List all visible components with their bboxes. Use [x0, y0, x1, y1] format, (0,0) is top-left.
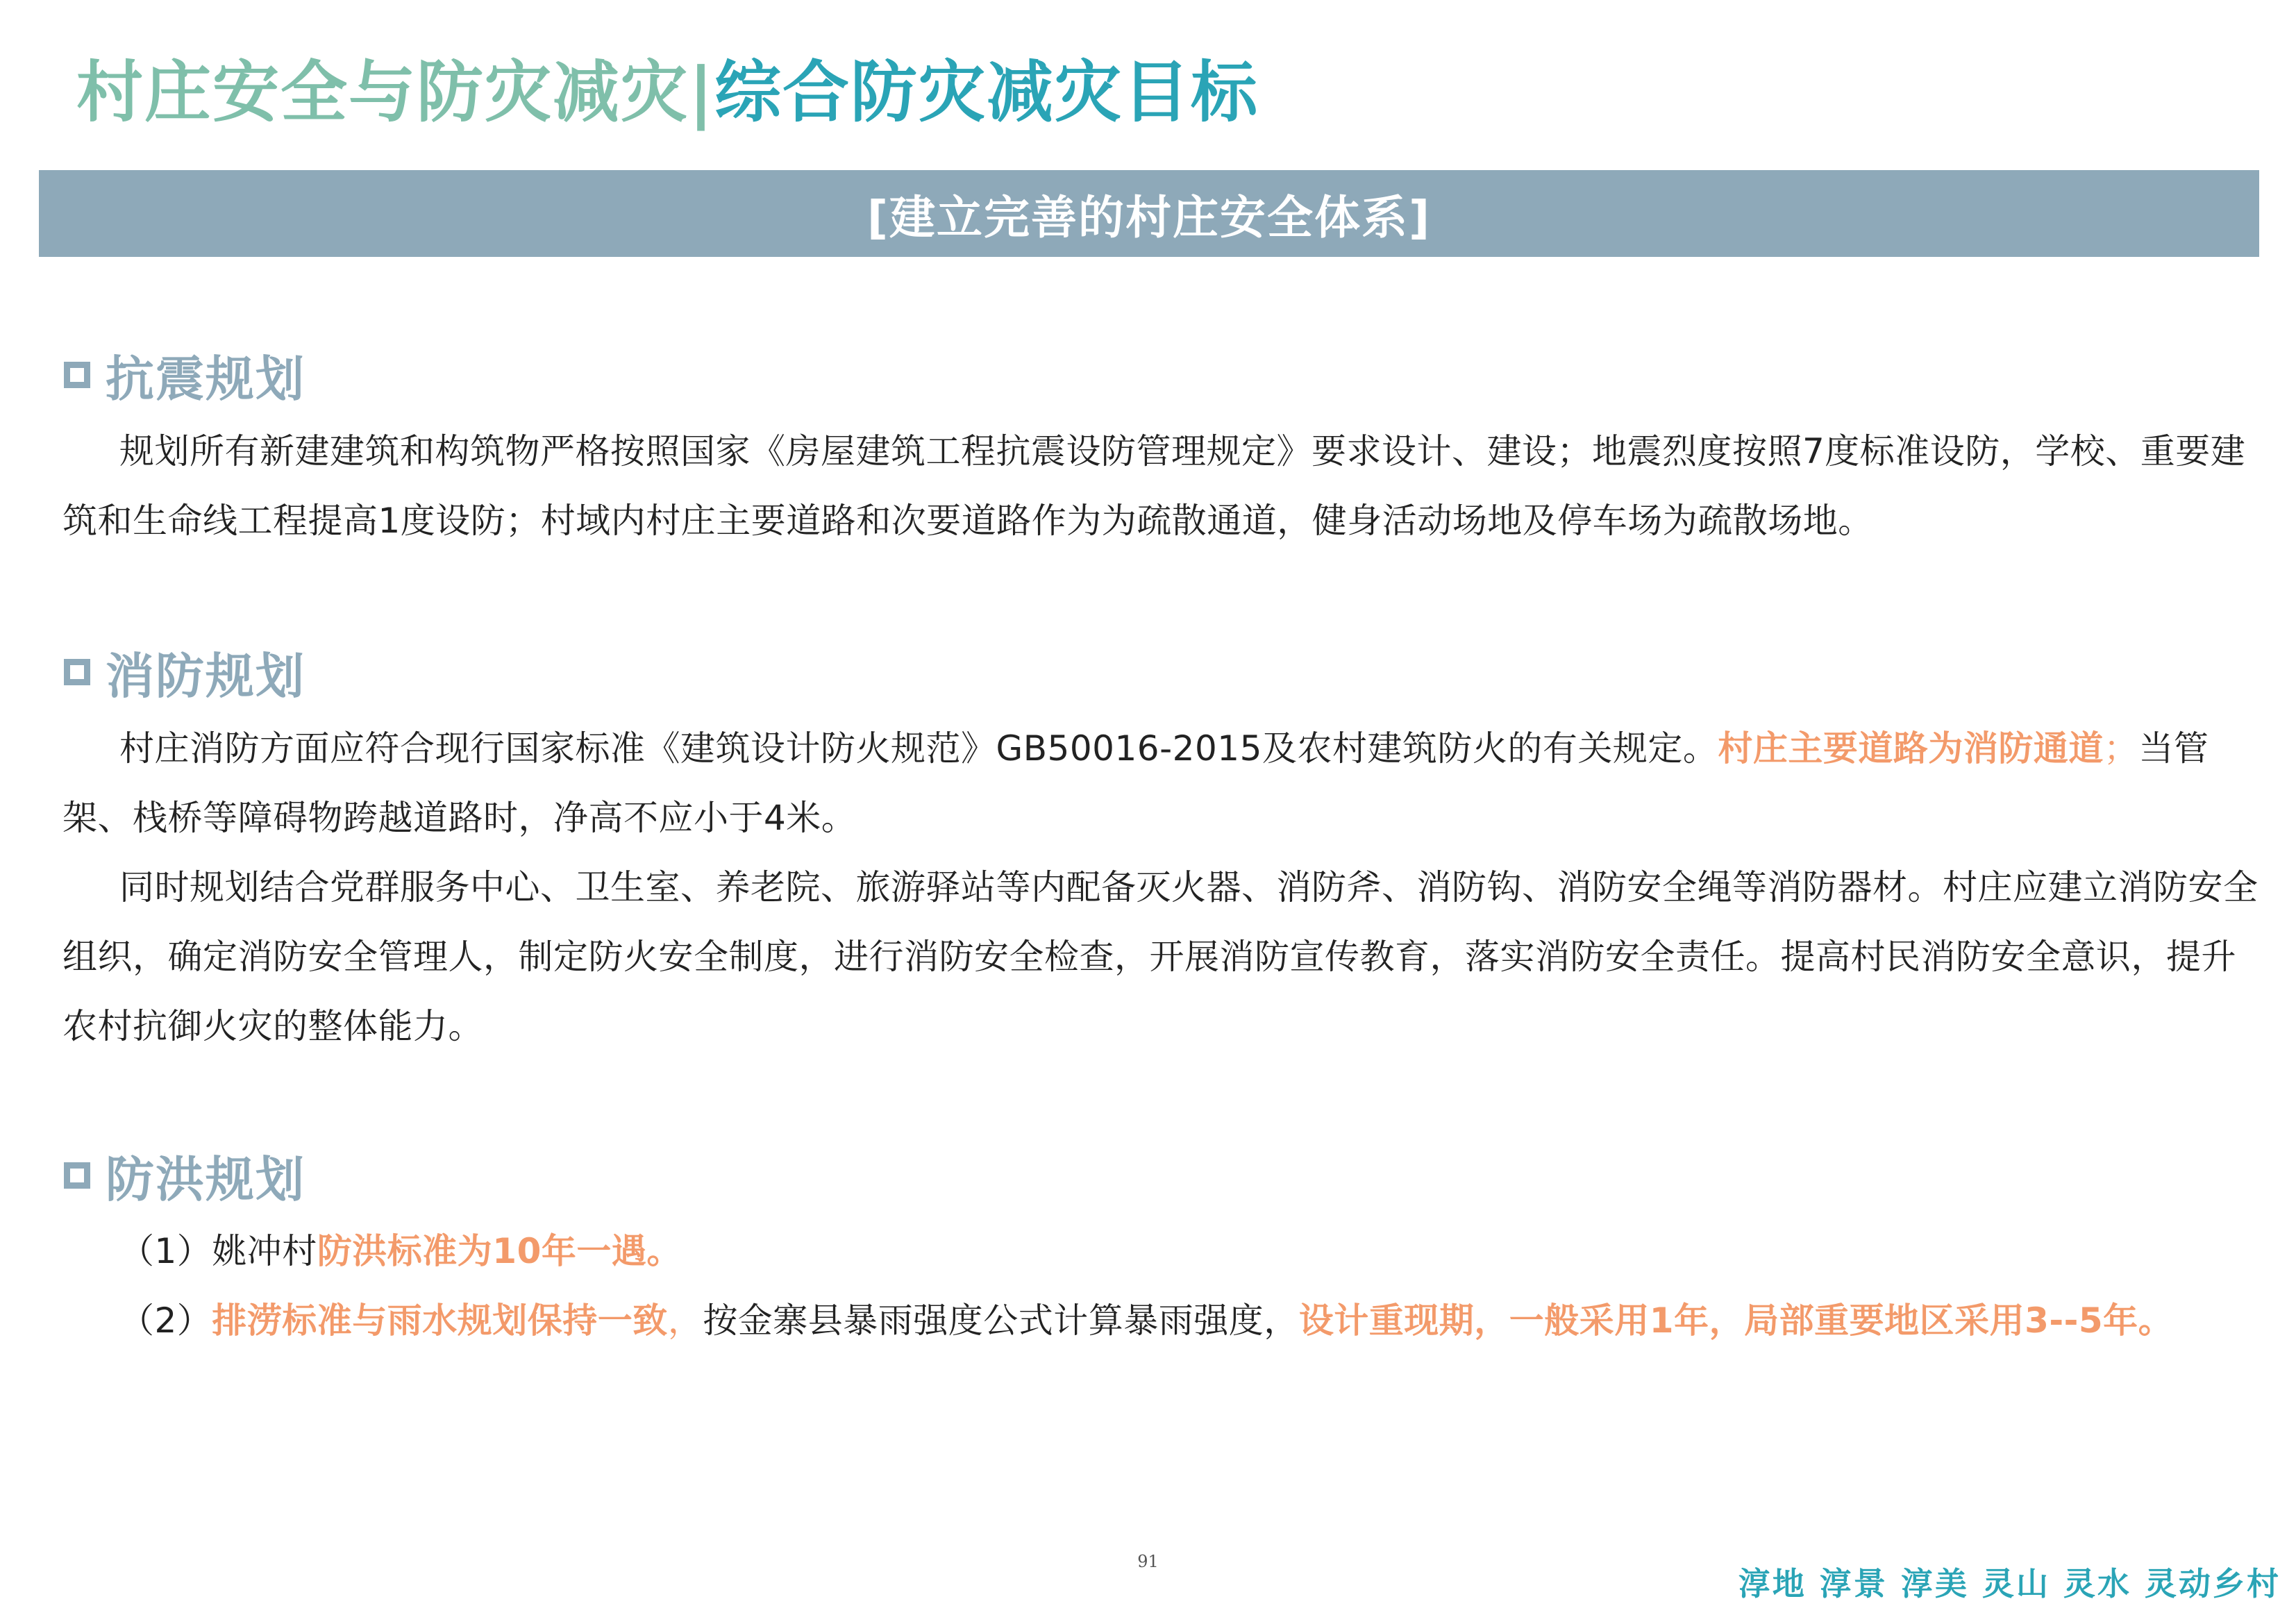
flood-item2-comma: ，: [667, 1300, 703, 1341]
seismic-paragraph: 规划所有新建建筑和构筑物严格按照国家《房屋建筑工程抗震设防管理规定》要求设计、建设；地震烈度按照7度标准设防，学校、重要建筑和生命线工程提高1度设防；村域内村庄主要道路和次要道路作为为疏散通道，健身活动场地及停车场为疏散场地。: [62, 431, 2246, 541]
hollow-square-icon: [64, 1162, 90, 1189]
flood-item1-highlight: 防洪标准为10年一遇。: [317, 1231, 682, 1271]
flood-item-1: [62, 1216, 2270, 1286]
page-number: 91: [1137, 1552, 1159, 1571]
fire-p1-highlight: 村庄主要道路为消防通道: [1718, 728, 2104, 769]
fire-paragraph-1: [62, 714, 2270, 853]
flood-heading: [64, 1141, 305, 1210]
fire-p1-text: 村庄消防方面应符合现行国家标准《建筑设计防火规范》GB50016-2015及农村建筑防火的有关规定。: [119, 728, 1718, 769]
hollow-square-icon: [64, 362, 90, 388]
seismic-heading: [64, 340, 305, 410]
banner-text: [建立完善的村庄安全体系]: [866, 191, 1432, 244]
footer-slogan: 淳地 淳景 淳美 灵山 灵水 灵动乡村: [1738, 1565, 2281, 1602]
section-banner: [39, 170, 2259, 257]
fire-p1-semicolon: ；: [2103, 728, 2139, 769]
fire-heading-label: 消防规划: [106, 647, 305, 705]
seismic-heading-label: 抗震规划: [106, 350, 305, 408]
title-separator: |: [689, 53, 715, 131]
title-part1: 村庄安全与防灾减灾: [76, 53, 689, 131]
flood-item2-highlight-1: 排涝标准与雨水规划保持一致: [212, 1300, 668, 1341]
flood-item-2: [62, 1286, 2270, 1355]
flood-item2-num: （2）: [119, 1300, 212, 1341]
fire-heading: [64, 637, 305, 707]
flood-item1-text: （1）姚冲村: [119, 1231, 317, 1271]
fire-paragraph-2: 同时规划结合党群服务中心、卫生室、养老院、旅游驿站等内配备灭火器、消防斧、消防钩、消防安全绳等消防器材。村庄应建立消防安全组织，确定消防安全管理人，制定防火安全制度，进行消防安全检查，开展消防宣传教育，落实消防安全责任。提高村民消防安全意识，提升农村抗御火灾的整体能力。: [62, 867, 2259, 1046]
hollow-square-icon: [64, 659, 90, 685]
page-title: [76, 47, 1259, 137]
flood-heading-label: 防洪规划: [106, 1150, 305, 1208]
fire-p1-text-2: 当管架、栈桥等障碍物跨越道路时，净高不应小于4米。: [62, 728, 2209, 838]
title-part2: 综合防灾减灾目标: [714, 53, 1259, 131]
flood-item2-highlight-2: 设计重现期，一般采用1年，局部重要地区采用3--5年。: [1298, 1300, 2174, 1341]
flood-item2-text: 按金寨县暴雨强度公式计算暴雨强度，: [703, 1300, 1299, 1341]
